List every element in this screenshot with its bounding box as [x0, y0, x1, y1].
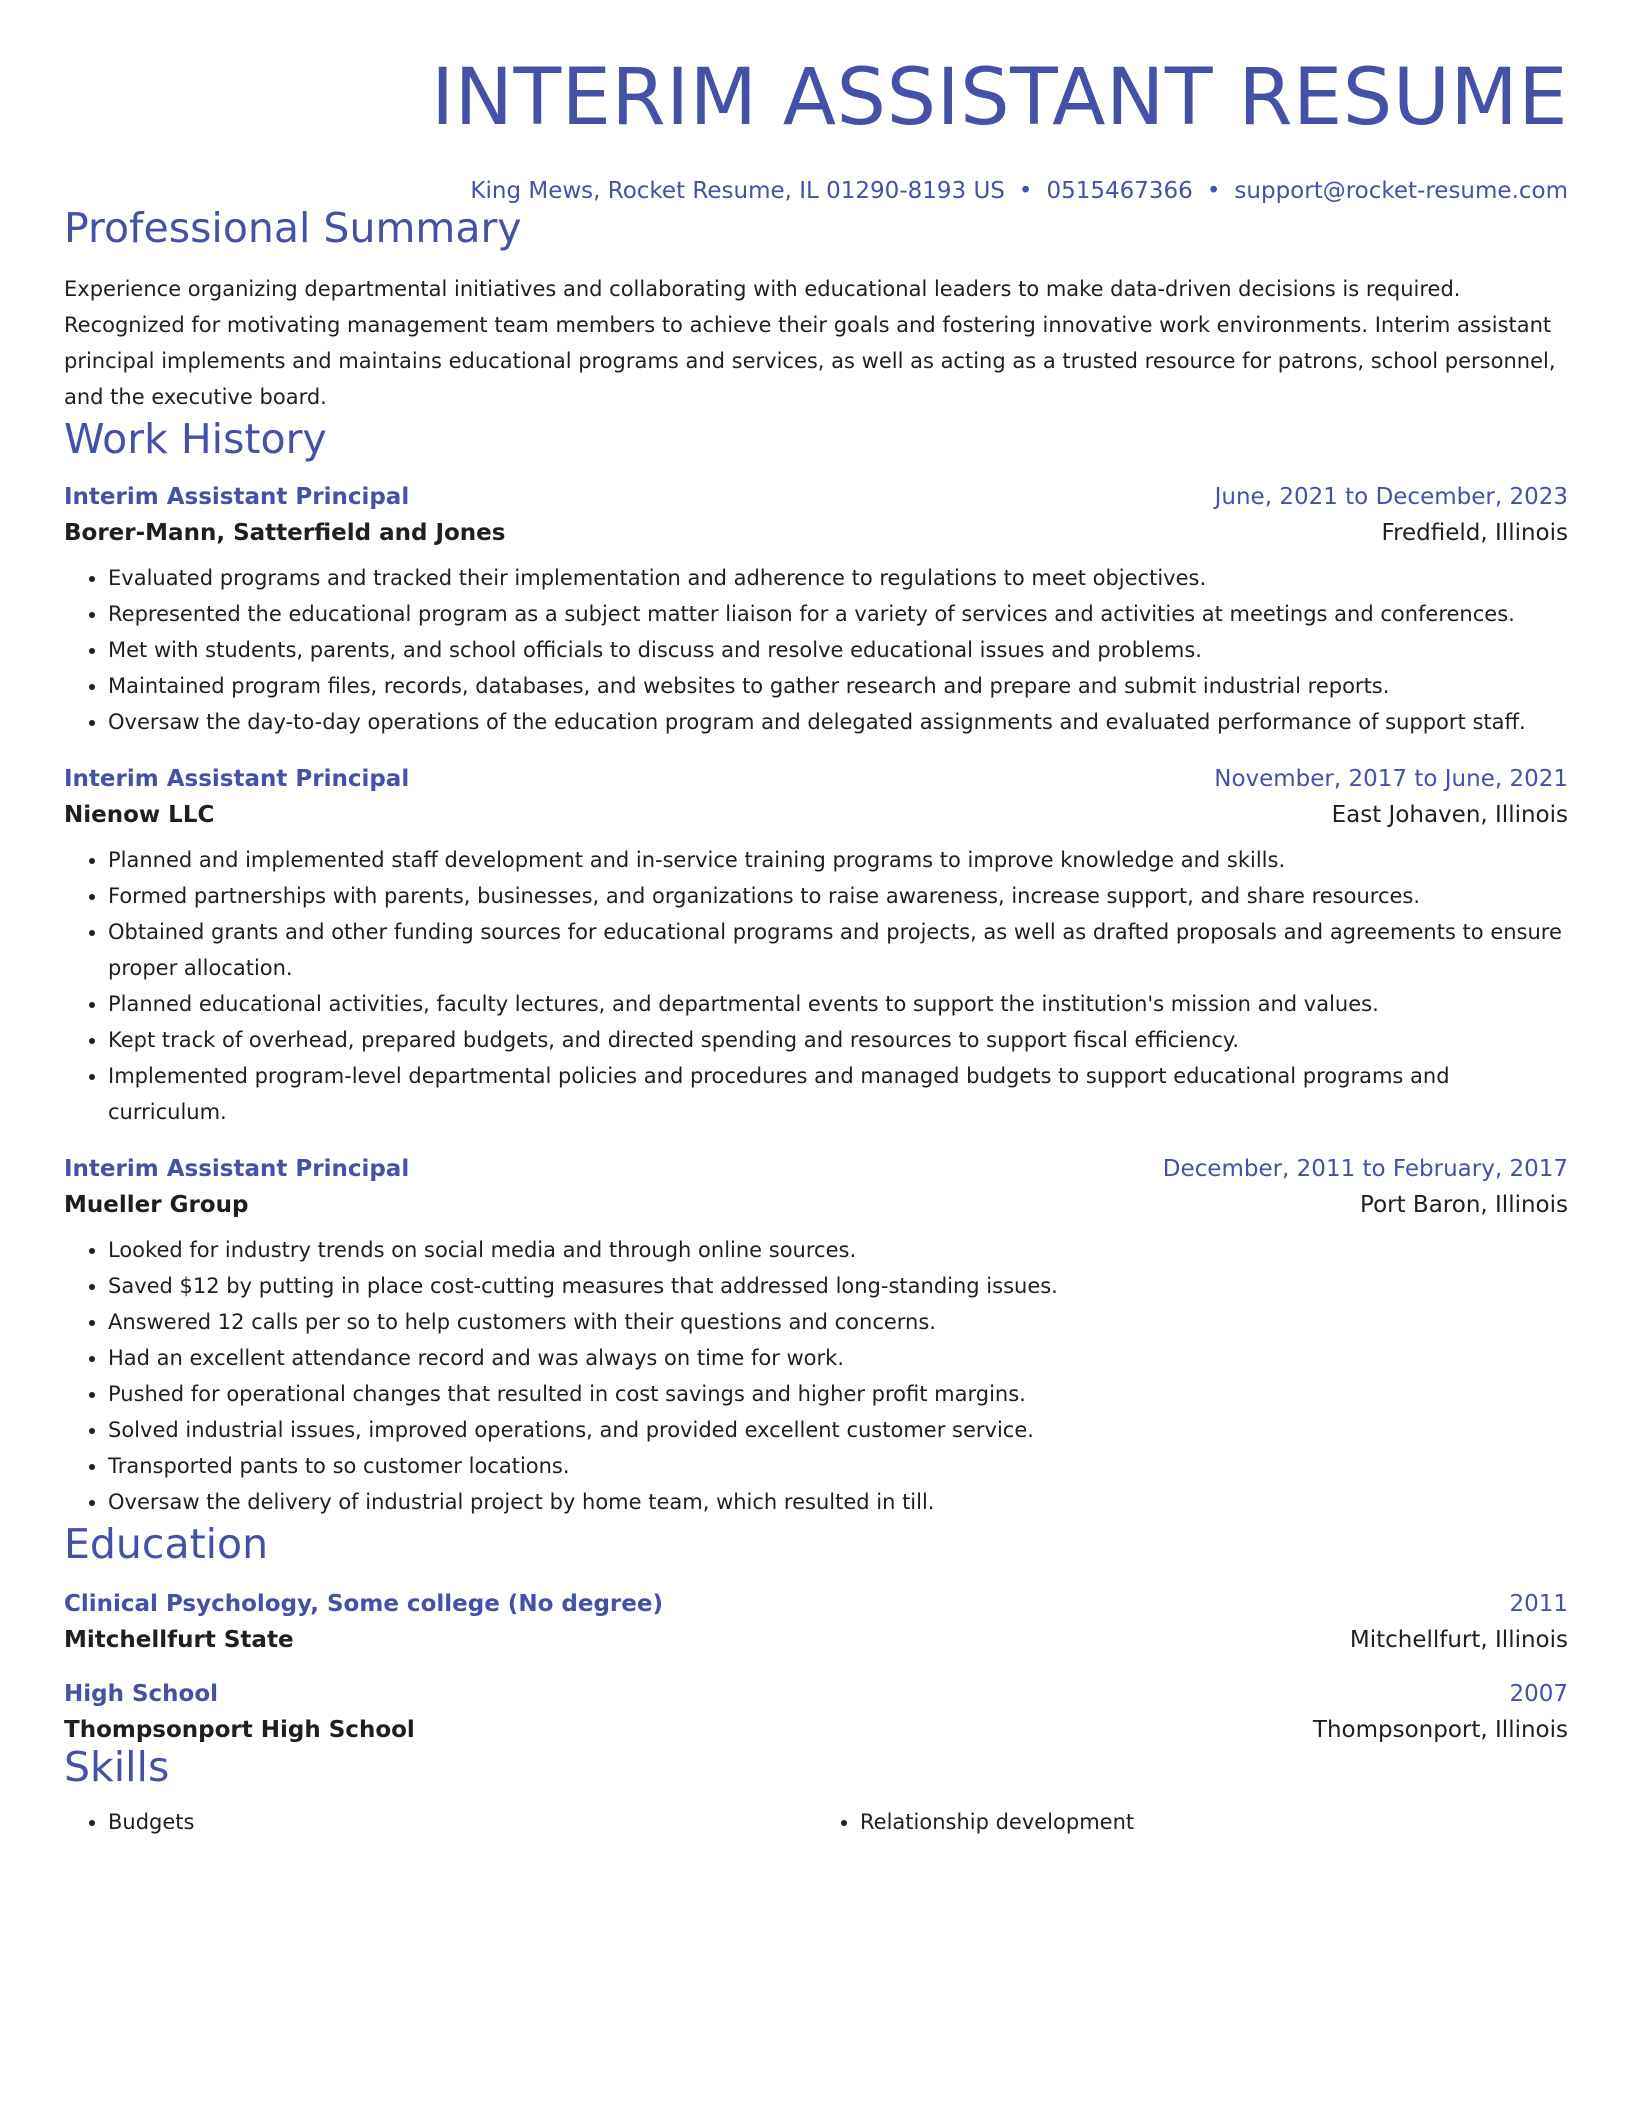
job-bullet: • Maintained program files, records, databases, and websites to gather research and prepare and submit industrial reports. [108, 668, 1568, 704]
job-dates: November, 2017 to June, 2021 [1214, 765, 1568, 792]
education-degree: High School [64, 1681, 219, 1708]
job-location: Port Baron, Illinois [1360, 1191, 1568, 1218]
job-bullets [64, 842, 1568, 1130]
job-bullet: • Represented the educational program as a subject matter liaison for a variety of services and activities at meetings and conferences. [108, 596, 1568, 632]
education-year: 2007 [1509, 1681, 1568, 1708]
skills-column [64, 1804, 816, 1840]
job-location: Fredfield, Illinois [1381, 519, 1568, 546]
job-location: East Johaven, Illinois [1331, 801, 1568, 828]
job-company: Borer-Mann, Satterfield and Jones [64, 519, 506, 546]
contact-separator: • [1206, 177, 1221, 204]
education-school: Mitchellfurt State [64, 1627, 294, 1654]
job-bullet: • Solved industrial issues, improved operations, and provided excellent customer service. [108, 1412, 1568, 1448]
job-bullet: • Planned educational activities, faculty lectures, and departmental events to support the institution's mission and values. [108, 986, 1568, 1022]
job-company: Nienow LLC [64, 801, 215, 828]
education-entry [64, 1591, 1568, 1653]
contact-line [64, 178, 1568, 204]
job-bullet: • Kept track of overhead, prepared budgets, and directed spending and resources to support fiscal efficiency. [108, 1022, 1568, 1058]
skills-column [816, 1804, 1568, 1840]
skill-item: • Relationship development [860, 1804, 1568, 1840]
job-entry [64, 484, 1568, 740]
job-bullet: • Oversaw the day-to-day operations of the education program and delegated assignments and evaluated performance of support staff. [108, 704, 1568, 740]
skill-item: • Budgets [108, 1804, 816, 1840]
contact-separator: • [1018, 177, 1033, 204]
job-bullets [64, 1232, 1568, 1520]
contact-email[interactable]: support@rocket-resume.com [1234, 177, 1568, 204]
job-dates: June, 2021 to December, 2023 [1214, 483, 1568, 510]
job-bullet: • Answered 12 calls per so to help customers with their questions and concerns. [108, 1304, 1568, 1340]
summary-text: Experience organizing departmental initiatives and collaborating with educational leaders to make data-driven decisions is required. Recognized for motivating management team members to achieve their goals and fostering innovative work environments. Interim assistant principal implements and maintains educational programs and services, as well as acting as a trusted resource for patrons, school personnel, and the executive board. [64, 276, 1556, 409]
job-entry [64, 1156, 1568, 1520]
education-heading: Education [64, 1519, 269, 1568]
job-title: Interim Assistant Principal [64, 1155, 410, 1182]
job-bullet: • Pushed for operational changes that resulted in cost savings and higher profit margins. [108, 1376, 1568, 1412]
skills-list [64, 1804, 1568, 1840]
resume-header [64, 50, 1568, 204]
job-bullet: • Oversaw the delivery of industrial project by home team, which resulted in till. [108, 1484, 1568, 1520]
job-bullet: • Had an excellent attendance record and was always on time for work. [108, 1340, 1568, 1376]
job-bullet: • Formed partnerships with parents, businesses, and organizations to raise awareness, increase support, and share resources. [108, 878, 1568, 914]
job-bullet: • Transported pants to so customer locations. [108, 1448, 1568, 1484]
job-bullet: • Evaluated programs and tracked their implementation and adherence to regulations to meet objectives. [108, 560, 1568, 596]
education-entry [64, 1681, 1568, 1743]
skills-heading: Skills [64, 1743, 170, 1792]
job-company: Mueller Group [64, 1191, 249, 1218]
job-title: Interim Assistant Principal [64, 483, 410, 510]
job-title: Interim Assistant Principal [64, 765, 410, 792]
job-bullet: • Looked for industry trends on social media and through online sources. [108, 1232, 1568, 1268]
education-year: 2011 [1509, 1591, 1568, 1618]
job-bullet: • Obtained grants and other funding sources for educational programs and projects, as well as drafted proposals and agreements to ensure proper allocation. [108, 914, 1568, 986]
job-bullets [64, 560, 1568, 740]
work-history-heading: Work History [64, 414, 327, 463]
job-bullet: • Planned and implemented staff development and in-service training programs to improve knowledge and skills. [108, 842, 1568, 878]
summary-heading: Professional Summary [64, 203, 522, 252]
job-entry [64, 766, 1568, 1130]
job-bullet: • Saved $12 by putting in place cost-cutting measures that addressed long-standing issues. [108, 1268, 1568, 1304]
education-location: Thompsonport, Illinois [1312, 1717, 1568, 1744]
education-school: Thompsonport High School [64, 1717, 415, 1744]
job-dates: December, 2011 to February, 2017 [1162, 1155, 1568, 1182]
job-bullet: • Implemented program-level departmental policies and procedures and managed budgets to support educational programs and curriculum. [108, 1058, 1568, 1130]
contact-address: King Mews, Rocket Resume, IL 01290-8193 US [470, 177, 1005, 204]
resume-name: INTERIM ASSISTANT RESUME [431, 53, 1568, 143]
education-degree: Clinical Psychology, Some college (No degree) [64, 1591, 663, 1618]
job-bullet: • Met with students, parents, and school officials to discuss and resolve educational issues and problems. [108, 632, 1568, 668]
contact-phone: 0515467366 [1046, 177, 1193, 204]
education-location: Mitchellfurt, Illinois [1349, 1627, 1568, 1654]
